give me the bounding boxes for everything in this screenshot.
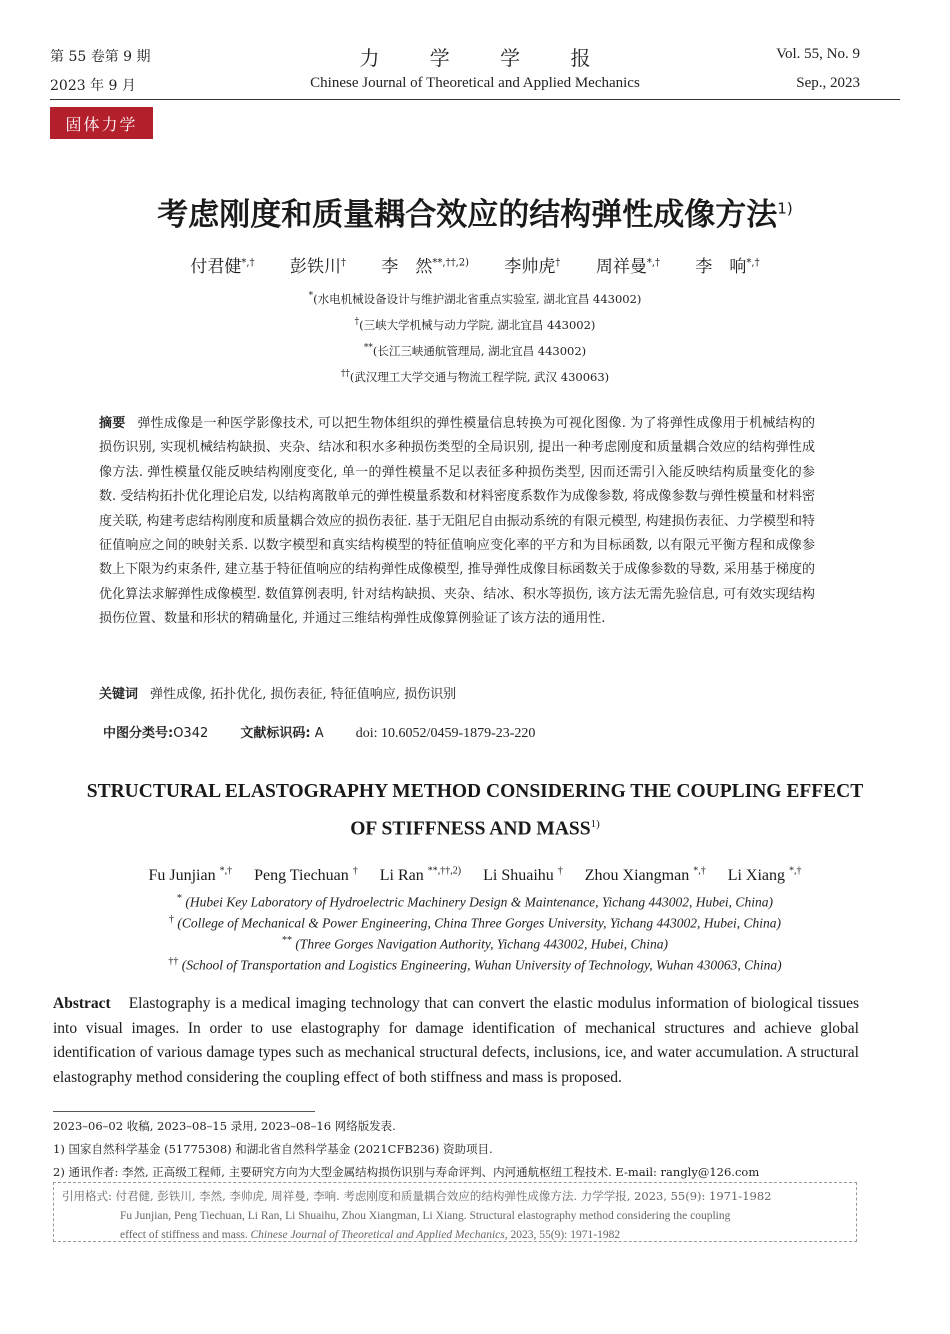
- clc-label: 中图分类号:: [103, 726, 174, 741]
- doi-link[interactable]: doi: 10.6052/0459-1879-23-220: [355, 726, 536, 741]
- citation-en-line2: effect of stiffness and mass. Chinese Journal of Theoretical and Applied Mechanics, 2023, 55(9): 1971-1982: [120, 1229, 621, 1241]
- title-cn-note: 1): [777, 199, 793, 218]
- abstract-en-label: Abstract: [53, 995, 111, 1012]
- keywords-cn: [99, 683, 456, 702]
- title-en-line1: STRUCTURAL ELASTOGRAPHY METHOD CONSIDERING THE COUPLING EFFECT: [86, 781, 864, 802]
- title-en-line2: OF STIFFNESS AND MASS$^{1)}$: [350, 818, 600, 840]
- footnote-rule: [53, 1111, 315, 1112]
- citation-en-line1: Fu Junjian, Peng Tiechuan, Li Ran, Li Shuaihu, Zhou Xiangman, Li Xiang. Structural elastography method considering the coupling: [120, 1209, 731, 1222]
- abstract-cn-text: 弹性成像是一种医学影像技术, 可以把生物体组织的弹性模量信息转换为可视化图像. 为了将弹性成像用于机械结构的损伤识别, 实现机械结构缺损、夹杂、结冰和积水多种损伤类型的全局识别, 提出一种考虑刚度和质量耦合效应的结构弹性成像方法. 弹性模量仅能反映结构刚度变化, 单一的弹性模量不足以表征多种损伤类型, 因而还需引入能反映结构质量变化的参数. 受结构拓扑优化理论启发, 以结构离散单元的弹性模量系数和材料密度系数作为成像参数, 将成像参数与弹性模量和材料密度关联, 构建考虑结构刚度和质量耦合效应的损伤表征. 基于无阻尼自由振动系统的有限元模型, 构建损伤表征、力学模型和特征值响应之间的映射关系. 以数字模型和真实结构模型的特征值响应变化率的平方和为目标函数, 以有限元平衡方程和成像参数上下限为约束条件, 建立基于特征值响应的结构弹性成像模型, 推导弹性成像目标函数关于成像参数的导数, 采用基于梯度的优化算法求解弹性成像模型. 数值算例表明, 针对结构缺损、夹杂、结冰、积水等损伤, 该方法无需先验信息, 可有效实现结构损伤位置、数量和形状的精确量化, 并通过三维结构弹性成像算例验证了该方法的通用性.: [99, 416, 815, 627]
- authors-cn: [0, 252, 950, 277]
- author-en: Fu Junjian *,†: [148, 866, 233, 885]
- header-rule: [50, 99, 900, 100]
- author-cn: 李 响*,†: [695, 257, 760, 277]
- author-cn: 付君健*,†: [190, 257, 255, 277]
- citation-box: [53, 1182, 857, 1242]
- affiliation-cn: *(水电机械设备设计与维护湖北省重点实验室, 湖北宜昌 443002): [308, 291, 642, 306]
- author-en: Li Shuaihu †: [483, 866, 563, 885]
- author-en: Peng Tiechuan †: [254, 866, 358, 885]
- classification-line: [103, 722, 535, 742]
- abstract-en: [53, 992, 859, 1090]
- author-cn: 彭铁川†: [289, 257, 346, 277]
- author-en: Li Xiang *,†: [727, 866, 802, 885]
- affiliation-en: * (Hubei Key Laboratory of Hydroelectric Machinery Design & Maintenance, Yichang 443002, Hubei, China): [177, 893, 773, 910]
- abstract-en-text: Elastography is a medical imaging technology that can convert the elastic modulus information of biological tissues into visual images. In order to use elastography for damage identification of mechanical structures and achieve global identification of various damage types such as mechanical structural defects, inclusions, ice, and water accumulation. A structural elastography method considering the coupling effect of both stiffness and mass is proposed.: [53, 995, 859, 1086]
- affiliation-en: † (College of Mechanical & Power Engineering, China Three Gorges University, Yichang 443002, Hubei, China): [169, 914, 781, 931]
- paper-title-cn: [0, 189, 950, 234]
- keywords-cn-label: 关键词: [99, 687, 139, 702]
- clc-value: O342: [173, 726, 209, 741]
- affiliation-cn: †(三峡大学机械与动力学院, 湖北宜昌 443002): [354, 317, 596, 332]
- author-cn: 李帅虎†: [504, 257, 561, 277]
- doc-code-value: A: [314, 726, 324, 741]
- abstract-cn: [99, 412, 815, 632]
- affiliation-cn: **(长江三峡通航管理局, 湖北宜昌 443002): [363, 343, 587, 358]
- title-cn-text: 考虑刚度和质量耦合效应的结构弹性成像方法: [157, 197, 778, 233]
- volume-en: Vol. 55, No. 9: [776, 46, 860, 62]
- citation-label: 引用格式:: [62, 1189, 112, 1203]
- author-cn: 周祥曼*,†: [595, 257, 661, 277]
- authors-en: [0, 866, 950, 885]
- citation-cn: 引用格式: 付君健, 彭铁川, 李然, 李帅虎, 周祥曼, 李响. 考虑刚度和质量耦合效应的结构弹性成像方法. 力学学报, 2023, 55(9): 1971-1982: [62, 1189, 772, 1203]
- affiliation-en: †† (School of Transportation and Logistics Engineering, Wuhan University of Technology, Wuhan 430063, China): [168, 956, 782, 973]
- journal-title-en: Chinese Journal of Theoretical and Applied Mechanics: [310, 75, 640, 91]
- author-en: Zhou Xiangman *,†: [584, 866, 706, 885]
- issue-cn: 第 55 卷第 9 期: [50, 49, 151, 65]
- paper-title-en: [0, 776, 950, 846]
- footnote-funding: 1) 国家自然科学基金 (51775308) 和湖北省自然科学基金 (2021CFB236) 资助项目.: [53, 1142, 493, 1156]
- doc-code-label: 文献标识码:: [240, 726, 311, 741]
- footnote-corresponding: 2) 通讯作者: 李然, 正高级工程师, 主要研究方向为大型金属结构损伤识别与寿命评判、内河通航枢纽工程技术. E-mail: rangly@126.com: [53, 1165, 760, 1179]
- date-cn: 2023 年 9 月: [50, 78, 136, 94]
- section-tag: 固体力学: [50, 107, 153, 139]
- affiliation-en: ** (Three Gorges Navigation Authority, Yichang 443002, Hubei, China): [281, 935, 669, 952]
- footnote-received: 2023–06–02 收稿, 2023–08–15 录用, 2023–08–16 网络版发表.: [53, 1119, 396, 1133]
- journal-title-cn: 力 学 学 报: [359, 46, 613, 70]
- affiliation-cn: ††(武汉理工大学交通与物流工程学院, 武汉 430063): [340, 369, 610, 384]
- date-en: Sep., 2023: [796, 75, 860, 91]
- author-en: Li Ran $^{**,\dagger\dagger,2)}$: [379, 866, 462, 885]
- author-cn: 李 然$^{**,\dagger\dagger,2)}$: [381, 257, 470, 277]
- abstract-cn-label: 摘要: [99, 416, 126, 431]
- keywords-cn-text: 弹性成像, 拓扑优化, 损伤表征, 特征值响应, 损伤识别: [150, 687, 457, 702]
